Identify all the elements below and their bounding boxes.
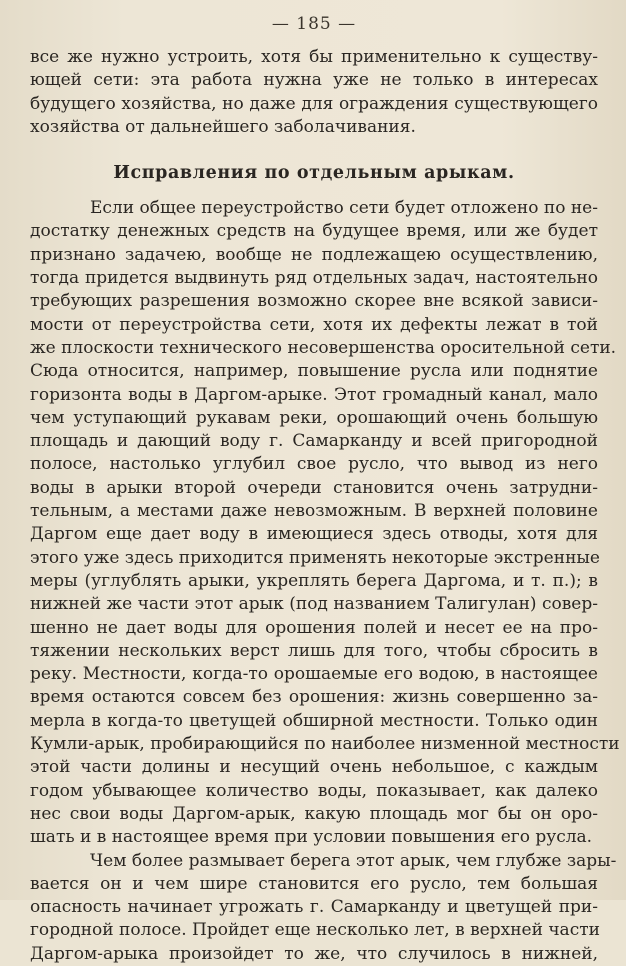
text-line: будущего хозяйства, но даже для ограждения существующего	[30, 93, 598, 114]
text-line: достатку денежных средств на будущее время, или же будет	[30, 221, 598, 242]
text-line: этой части долины и несущий очень небольшое, с каждым	[30, 757, 598, 778]
text-line: нижней же части этот арык (под названием Талигулан) совер-	[30, 594, 598, 615]
text-line: площадь и дающий воду г. Самарканду и всей пригородной	[30, 431, 598, 452]
text-line: тогда придется выдвинуть ряд отдельных задач, настоятельно	[30, 268, 598, 289]
text-line: Чем более размывает берега этот арык, чем глубже зары-	[90, 850, 617, 871]
paragraph-danger	[30, 850, 617, 966]
text-line: этого уже здесь приходится применять некоторые экстренные	[30, 547, 600, 568]
text-line: хозяйства от дальнейшего заболачивания.	[30, 116, 416, 137]
text-line: Если общее переустройство сети будет отложено по не-	[90, 198, 598, 219]
page-number: — 185 —	[271, 14, 357, 34]
text-line: Даргом еще дает воду в имеющиеся здесь отводы, хотя для	[30, 524, 598, 545]
section-heading: Исправления по отдельным арыкам.	[113, 163, 515, 184]
text-line: мерла в когда-то цветущей обширной местности. Только один	[30, 710, 598, 731]
intro-paragraph	[30, 46, 598, 139]
text-line: полосе, настолько углубил свое русло, что вывод из него	[30, 454, 598, 475]
text-line: время остаются совсем без орошения: жизнь совершенно за-	[30, 687, 598, 708]
text-line: шать и в настоящее время при условии повышения его русла.	[30, 827, 593, 848]
text-line: же плоскости технического несовершенства оросительной сети.	[30, 337, 617, 358]
text-line: все же нужно устроить, хотя бы применительно к существу-	[30, 47, 598, 67]
text-line: тяжении нескольких верст лишь для того, чтобы сбросить в	[30, 640, 598, 661]
text-line: городной полосе. Пройдет еще несколько лет, в верхней части	[30, 920, 600, 941]
text-line: нес свои воды Даргом-арык, какую площадь мог бы он оро-	[30, 803, 598, 824]
text-line: чем уступающий рукавам реки, орошающий очень большую	[30, 407, 598, 428]
text-line: ющей сети: эта работа нужна уже не только в интересах	[30, 70, 598, 91]
text-line: реку. Местности, когда-то орошаемые его водою, в настоящее	[30, 664, 598, 685]
text-line: годом убывающее количество воды, показывает, как далеко	[30, 780, 598, 801]
text-line: вается он и чем шире становится его русло, тем большая	[30, 873, 598, 894]
text-line: тельным, а местами даже невозможным. В верхней половине	[30, 501, 598, 522]
text-line: Даргом-арыка произойдет то же, что случилось в нижней,	[30, 943, 598, 964]
text-line: Кумли-арык, пробирающийся по наиболее низменной местности	[30, 734, 620, 755]
text-line: воды в арыки второй очереди становится очень затрудни-	[30, 477, 598, 498]
text-line: требующих разрешения возможно скорее вне всякой зависи-	[30, 291, 598, 312]
paragraph-dargom	[30, 197, 620, 849]
text-line: Сюда относится, например, повышение русла или поднятие	[30, 361, 598, 382]
text-line: меры (углублять арыки, укреплять берега Даргома, и т. п.); в	[30, 570, 598, 591]
text-line: шенно не дает воды для орошения полей и несет ее на про-	[30, 617, 598, 638]
text-line: признано задачею, вообще не подлежащею осуществлению,	[30, 244, 598, 265]
text-line: опасность начинает угрожать г. Самарканду и цветущей при-	[30, 897, 598, 918]
text-line: горизонта воды в Даргом-арыке. Этот громадный канал, мало	[30, 384, 598, 405]
text-line: мости от переустройства сети, хотя их дефекты лежат в той	[30, 314, 598, 335]
